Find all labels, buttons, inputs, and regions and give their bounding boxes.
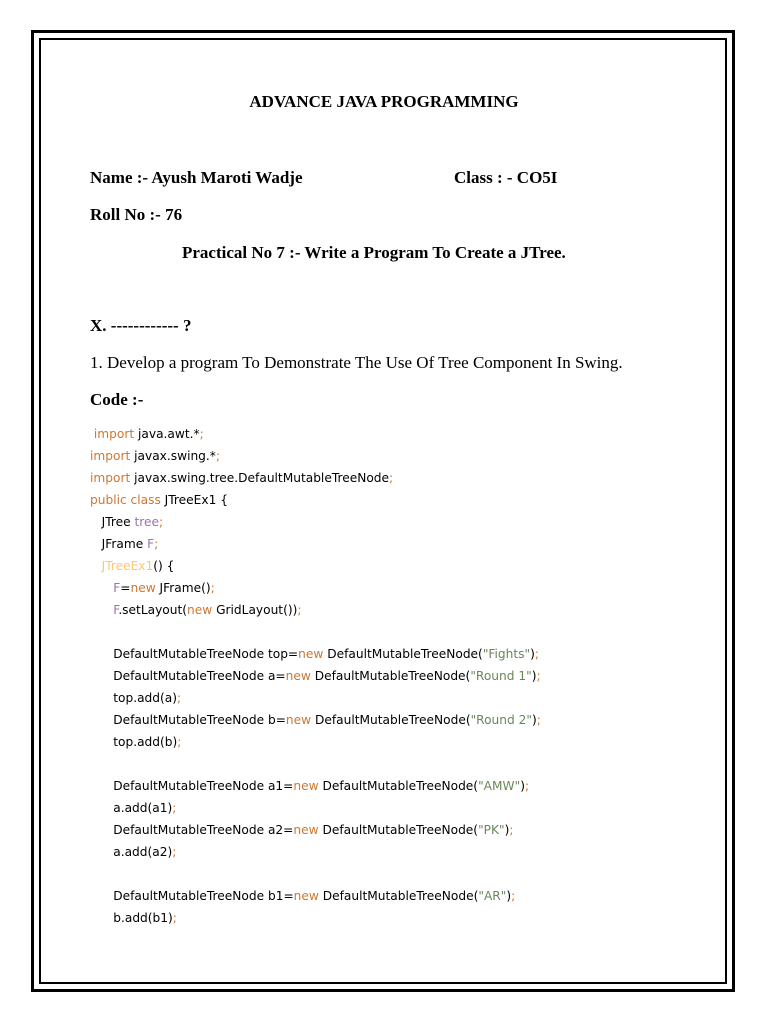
document-title: ADVANCE JAVA PROGRAMMING xyxy=(249,92,519,111)
code-line xyxy=(90,489,541,511)
code-token: DefaultMutableTreeNode a2= xyxy=(90,823,294,837)
code-token: ; xyxy=(534,647,539,661)
code-token: javax.swing.tree.DefaultMutableTreeNode xyxy=(130,471,390,485)
code-token: DefaultMutableTreeNode b1= xyxy=(90,889,294,903)
code-token: JFrame() xyxy=(155,581,211,595)
code-token: import xyxy=(90,471,131,485)
code-token: top.add(b) xyxy=(90,735,178,749)
student-name: Name :- Ayush Maroti Wadje xyxy=(90,168,303,187)
code-line xyxy=(90,753,541,775)
code-line xyxy=(90,643,541,665)
code-token: () { xyxy=(153,559,175,573)
code-line xyxy=(90,423,541,445)
code-token: ; xyxy=(389,471,394,485)
code-token: ) xyxy=(531,713,537,727)
roll-number: Roll No :- 76 xyxy=(90,205,183,224)
code-token: F xyxy=(113,603,119,617)
code-line xyxy=(90,709,541,731)
code-token: DefaultMutableTreeNode b= xyxy=(90,713,286,727)
code-line xyxy=(90,907,541,929)
code-token: DefaultMutableTreeNode top= xyxy=(90,647,299,661)
code-token: ; xyxy=(172,845,177,859)
code-token: DefaultMutableTreeNode( xyxy=(311,713,471,727)
code-token: a.add(a1) xyxy=(90,801,173,815)
code-token: JTreeEx1 { xyxy=(160,493,228,507)
code-token: ; xyxy=(159,515,164,529)
section-heading: X. ------------ ? xyxy=(90,316,192,335)
code-token: DefaultMutableTreeNode( xyxy=(318,823,479,837)
code-token: new xyxy=(187,603,213,617)
code-token: GridLayout()) xyxy=(212,603,298,617)
code-token: DefaultMutableTreeNode( xyxy=(318,779,479,793)
code-line xyxy=(90,533,541,555)
code-token: F xyxy=(113,581,121,595)
code-line xyxy=(90,863,541,885)
code-token: ; xyxy=(524,779,530,793)
code-token: JFrame xyxy=(90,537,148,551)
code-token: ) xyxy=(531,669,537,683)
code-token: ; xyxy=(511,889,516,903)
code-token xyxy=(90,581,113,595)
code-token: new xyxy=(285,713,312,727)
code-token: new xyxy=(130,581,156,595)
code-heading: Code :- xyxy=(90,390,144,409)
code-token: ; xyxy=(177,735,182,749)
code-token: top.add(a) xyxy=(90,691,178,705)
code-token: public class xyxy=(90,493,161,507)
code-token: tree xyxy=(134,515,160,529)
code-token: ; xyxy=(177,691,182,705)
code-line xyxy=(90,621,541,643)
code-token: "Fights" xyxy=(482,647,531,661)
code-block xyxy=(90,423,541,929)
practical-title: Practical No 7 :- Write a Program To Create a JTree. xyxy=(182,243,566,262)
code-line xyxy=(90,687,541,709)
code-line xyxy=(90,885,541,907)
code-token: JTree xyxy=(90,515,135,529)
code-token: ) xyxy=(504,823,510,837)
code-token: DefaultMutableTreeNode( xyxy=(318,889,479,903)
student-class: Class : - CO5I xyxy=(454,168,558,187)
code-token: DefaultMutableTreeNode( xyxy=(310,669,471,683)
code-token: ; xyxy=(215,449,220,463)
code-token: F xyxy=(147,537,155,551)
code-token: ; xyxy=(154,537,159,551)
code-token: import xyxy=(90,449,131,463)
code-token: new xyxy=(285,669,311,683)
code-token: "AMW" xyxy=(478,779,521,793)
code-token: DefaultMutableTreeNode a= xyxy=(90,669,286,683)
code-token: ; xyxy=(210,581,215,595)
code-token: new xyxy=(293,889,319,903)
code-line xyxy=(90,819,541,841)
code-line xyxy=(90,731,541,753)
code-token: import xyxy=(93,427,135,441)
code-token: "Round 2" xyxy=(470,713,532,727)
code-token: ; xyxy=(172,911,177,925)
code-token xyxy=(90,559,102,573)
code-token xyxy=(90,603,113,617)
code-line xyxy=(90,599,541,621)
code-token: ; xyxy=(172,801,177,815)
code-line xyxy=(90,511,541,533)
code-token: a.add(a2) xyxy=(90,845,173,859)
code-token: new xyxy=(293,779,319,793)
code-token: = xyxy=(120,581,131,595)
code-token: ) xyxy=(506,889,512,903)
question-text: 1. Develop a program To Demonstrate The Use Of Tree Component In Swing. xyxy=(90,353,623,372)
code-token: JTreeEx1 xyxy=(101,559,154,573)
code-token: DefaultMutableTreeNode a1= xyxy=(90,779,294,793)
code-line xyxy=(90,665,541,687)
code-token: "Round 1" xyxy=(470,669,532,683)
code-line xyxy=(90,577,541,599)
code-token: .setLayout( xyxy=(118,603,187,617)
code-line xyxy=(90,555,541,577)
code-line xyxy=(90,467,541,489)
code-token: ; xyxy=(536,713,541,727)
code-line xyxy=(90,797,541,819)
code-token: ; xyxy=(509,823,514,837)
code-line xyxy=(90,841,541,863)
code-token: javax.swing.* xyxy=(130,449,216,463)
code-token: ; xyxy=(297,603,302,617)
code-token: ) xyxy=(520,779,525,793)
code-token: ) xyxy=(530,647,535,661)
code-token: DefaultMutableTreeNode( xyxy=(323,647,483,661)
code-line xyxy=(90,775,541,797)
code-token: new xyxy=(298,647,324,661)
code-token: ; xyxy=(199,427,204,441)
code-line xyxy=(90,445,541,467)
code-token: ; xyxy=(536,669,541,683)
code-token: "PK" xyxy=(478,823,505,837)
code-token: java.awt.* xyxy=(134,427,200,441)
code-token: b.add(b1) xyxy=(90,911,173,925)
code-token: new xyxy=(293,823,319,837)
code-token: "AR" xyxy=(478,889,507,903)
